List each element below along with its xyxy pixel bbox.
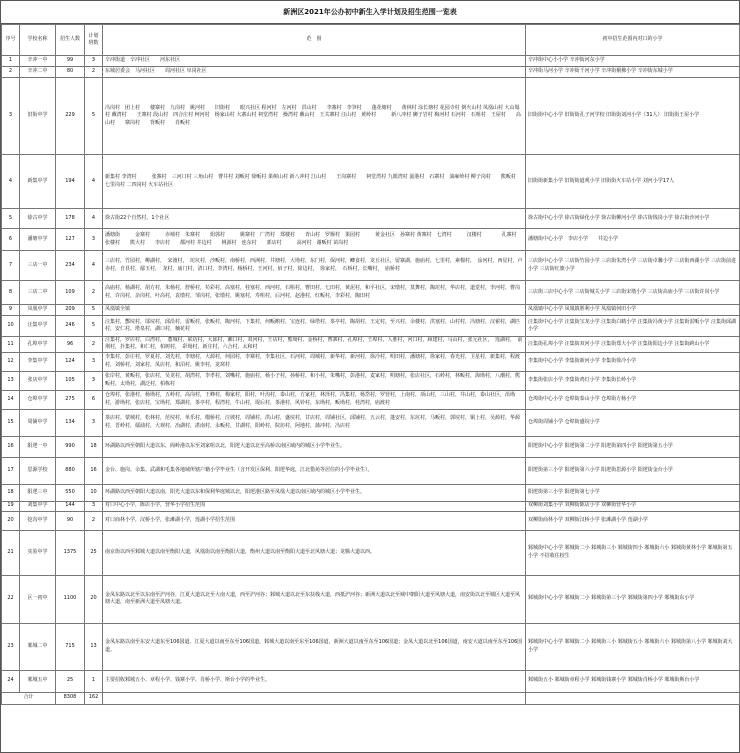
class-count: 3 [85, 501, 103, 511]
enroll-count: 194 [56, 155, 85, 209]
school-name: 思源学校 [20, 457, 56, 484]
row-number: 11 [2, 337, 20, 353]
enrollment-table [1, 24, 740, 705]
school-name: 李集中学 [20, 352, 56, 371]
enroll-scope: 仓埠村，张港村，杨坳村，五岭村，高岗村，王峰村，梅家村，阳村，叶沟村，泰山村，方家村，林泽村，冯集村，杨岱村，罗营村，上南村，项山村，三山村，井山村，泰山社区，沿坳村，游坳村，张店村，宝坳村，郑湖村，茶亭村，程湾村，牛山村，堤后村，茶港村，风铃村，东坳村，畈坳村，桂湾村，庙渡村 [103, 390, 526, 409]
school-name: 三店一中 [20, 251, 56, 281]
enroll-count: 234 [56, 251, 85, 281]
enroll-count: 124 [56, 352, 85, 371]
class-count: 10 [85, 484, 103, 501]
school-name: 区一初中 [20, 575, 56, 623]
feeder-schools: 阳逻街第三小学 阳逻街第七小学 [526, 484, 740, 501]
header-count: 招生人数 [56, 25, 85, 56]
enroll-count: 80 [56, 67, 85, 78]
enroll-scope: 金台、施岗、余集、武湖和毛集各地域所辖户籍小学毕业生（含开发区保利、阳逻华庭，江北猎苑等居住的小学毕业生）。 [103, 457, 526, 484]
table-row [2, 337, 740, 353]
school-name: 旧街中学 [20, 78, 56, 155]
enroll-scope: 新集村 李湾村 张寨村 三河口村 三角山村 曹井村 刘畈村 徐畈村 果树山村 新八冲村 江山村 王岗寨村 祠堂湾村 九眼湾村 滋港村 石寨村 油麻岭村 柳子岗村 熊畈村 七里岗村 二四岗村 火车站社区 [103, 155, 526, 209]
class-count: 2 [85, 337, 103, 353]
total-count: 8308 [56, 692, 85, 704]
class-count: 4 [85, 251, 103, 281]
class-count: 20 [85, 575, 103, 623]
feeder-schools: 邾城街五小 邾城街章程小学 邾城街钱寨小学 邾城街肖桥小学 邾城街斯台小学 [526, 670, 740, 692]
total-empty-scope [103, 692, 526, 704]
school-name: 凤凰中学 [20, 305, 56, 316]
class-count: 25 [85, 530, 103, 575]
school-name: 三店二中 [20, 281, 56, 305]
school-name: 刘集中学 [20, 501, 56, 511]
row-number: 3 [2, 78, 20, 155]
row-number: 19 [2, 501, 20, 511]
row-number: 14 [2, 390, 20, 409]
table-row [2, 229, 740, 251]
table-row [2, 209, 740, 229]
row-number: 17 [2, 457, 20, 484]
row-number: 1 [2, 56, 20, 67]
enroll-scope: 汪集村，酆垸村，邬垸村，邱沿村，雷畈村，张畈村，陶河村，下集村，何畈鹅村，宝连村，绿塔村，茶亭村，陶胡村，王定村，至兴村，余楼村，洪塞村，山村村，冯塘村，汉翟村，湖匹村，安仁村，塔泉村，湖口村，楠花村 [103, 316, 526, 337]
table-row [2, 352, 740, 371]
table-row [2, 305, 740, 316]
school-name: 新集中学 [20, 155, 56, 209]
table-row [2, 530, 740, 575]
row-number: 6 [2, 229, 20, 251]
school-name: 汪集中学 [20, 316, 56, 337]
feeder-schools: 三店街中心小学 三店街竹园小学 三店街朱湾小学 三店街卓馨小学 三店街西湖小学 三店街前进小学 三店街红旗小学 [526, 251, 740, 281]
enroll-scope: 三店村，竹园村，柳湖村， 宋渡村， 坨坑村，沙畈村，南桥村，西洲村，井塘村，大坳村，东门村，保河村，鲫食村，龙丘社区，留寨湖，施庙村，七里村，素棉村， 涂河村，西星村，卢赤村，自艮村，鄢玉村， 龙村，庙门村，清口村，李湾村，杨桥村，王河村，佰子村，徐边村， 徐家村， 石桥村，长嘴村， 庙桥村 [103, 251, 526, 281]
row-number: 7 [2, 251, 20, 281]
enroll-count: 715 [56, 623, 85, 670]
class-count: 3 [85, 352, 103, 371]
school-name: 邾城五中 [20, 670, 56, 692]
table-row [2, 501, 740, 511]
table-row [2, 511, 740, 530]
feeder-schools: 双柳街刘集小学 双柳街陈店小学 双柳街营华小学 [526, 501, 740, 511]
row-number: 20 [2, 511, 20, 530]
row-number: 18 [2, 484, 20, 501]
feeder-schools: 旧街街中心小学 旧街街孔子河学校 旧街街刘河小学（31人） 旧街街王屋小学 [526, 78, 740, 155]
class-count: 3 [85, 371, 103, 390]
header-scope: 范 围 [103, 25, 526, 56]
feeder-schools: 邾城街中心小学 邾城街二小 邾城街三小 邾城街五小 邾城街六小 邾城街第八小学 邾城街刘大小学 [526, 623, 740, 670]
enroll-count: 990 [56, 436, 85, 457]
row-number: 4 [2, 155, 20, 209]
class-count: 1 [85, 670, 103, 692]
feeder-schools: 辛冲街中心小小学 辛冲街河东小学 [526, 56, 740, 67]
enroll-count: 90 [56, 511, 85, 530]
enroll-scope: 徐古街22个自然村，1个社区 [103, 209, 526, 229]
enroll-scope: 潘塘街 金寨村 赤城村 朱寨村 姐郭村 姚寨村 广湾村 郑楼村 青山村 罗堰村 果园村 黄金社区 孙寨村 黄寨村 七湾村 汉楼村 孔寨村 张楼村 熊大村 李店村 都河村 井边村 桃源村 连东村 郭店村 高河村 谢畈村 苗岗村 [103, 229, 526, 251]
feeder-schools: 三店街三店中心小学 三店街城关小学 三店街宋墩小学 三店街高庙小学 三店街许岗小学 [526, 281, 740, 305]
feeder-schools: 辛冲街马河小学 辛冲街千河小学 辛冲街桐佛小学 辛冲街东城小学 [526, 67, 740, 78]
enroll-count: 246 [56, 316, 85, 337]
enroll-count: 127 [56, 229, 85, 251]
row-number: 13 [2, 371, 20, 390]
table-row [2, 575, 740, 623]
enroll-scope: 对口商林小学，汉桥小学，张滩湖小学，莲湖小学招生范围 [103, 511, 526, 530]
enroll-scope: 凤凰镇全镇 [103, 305, 526, 316]
class-count: 2 [85, 281, 103, 305]
enroll-count: 109 [56, 281, 85, 305]
table-body [2, 56, 740, 705]
enroll-count: 209 [56, 305, 85, 316]
class-count: 4 [85, 155, 103, 209]
feeder-schools: 徐古街中心小学 徐古街绿化小学 徐古街柳河小学 徐古街钱岗小学 徐古街沙河小学 [526, 209, 740, 229]
feeder-schools: 旧街街新集小学 旧街街道观小学 旧街街火车站小学 刘河小学17人 [526, 155, 740, 209]
class-count: 3 [85, 229, 103, 251]
row-number: 12 [2, 352, 20, 371]
class-count: 6 [85, 390, 103, 409]
row-number: 24 [2, 670, 20, 692]
total-classes: 162 [85, 692, 103, 704]
enroll-scope: 冯岗村 团上村 楼寨村 九岗村 姚河村 旧街村 眼兴社区 程河村 左河村 洪山村 李寨村 李笋村 蓬花塘村 黄林村 涂长塘村 花园寺村 倒火山村 凤凰山村 大山塌村 戴湾村 王寨村 段山村 四合庄村 柯河村 杨家山村 大寨山村 祠堂湾村 操湾村 戴山村 王关寨村 汪山村 黄岭村 新八冲村 狮子岩村 梅河村 石河村 石咀村 王屋村 高山村 寨岗村 背畈村 肖畈村 [103, 78, 526, 155]
enroll-count: 1375 [56, 530, 85, 575]
enroll-count: 275 [56, 390, 85, 409]
school-name: 辛冲二中 [20, 67, 56, 78]
row-number: 2 [2, 67, 20, 78]
feeder-schools: 邾城街中心小学 邾城街二小 邾城街三小 邾城街四小 邾城街六小 邾城街黄林小学 邾城街第五小学 不招收住校生 [526, 530, 740, 575]
school-name: 潘塘中学 [20, 229, 56, 251]
enroll-scope: 主要招收邾城五小、章程小学、钱寨小学、肖桥小学、斯台小学的毕业生。 [103, 670, 526, 692]
class-count: 18 [85, 436, 103, 457]
enroll-count: 880 [56, 457, 85, 484]
enroll-scope: 李集村，彭庄村，罗夏村，刘先村，李塘村，大源村，何园村，李寨村，李集社区，石河村，周城村，新华村，新河村，徐冷村，明田村，潘塘村，徐家村，春光村，卫星村，新集村，程渡村，刘桥村，刘家村，凤店村，和泊村，姚李村，龙窝村 [103, 352, 526, 371]
table-row [2, 56, 740, 67]
enroll-count: 99 [56, 56, 85, 67]
table-row [2, 436, 740, 457]
enroll-scope: 金凤东路以北至以东南至沪河谷，江夏大道以北至大南大道，西至沪河谷；邾城大道以北至东扶栈大道，西抵沪河谷；新洲大道以北至城中朝阳大道至风塘大道，南安街以北至城区大道至风塘大道，南至新洲大道至凤塘大道。 [103, 575, 526, 623]
row-number: 23 [2, 623, 20, 670]
enroll-count: 134 [56, 409, 85, 436]
total-label: 合计 [2, 692, 56, 704]
feeder-schools: 潘塘街中心小学 李店小学 井边小学 [526, 229, 740, 251]
class-count: 16 [85, 457, 103, 484]
class-count: 3 [85, 56, 103, 67]
feeder-schools: 邾城街中心小学 邾城街二小 邾城街第三小学 邾城街第四小学 邾城街东小学 [526, 575, 740, 623]
table-row [2, 316, 740, 337]
enroll-count: 550 [56, 484, 85, 501]
class-count: 4 [85, 209, 103, 229]
feeder-schools: 仓埠街中心小学 仓埠街泰山小学 仓埠街方杨小学 [526, 390, 740, 409]
enroll-scope: 汪集村，罗店村，白湾村， 董城村，联坊村，大邱村，湘口村，双河村，王店村，熊坳村，金桥村，曹寨村，孔埠村，王埠村，人胜村，河口村，顾建村，马山村，张元社区， 莲湖村， 前荆村，扑集村，和仁村，柏树村， 彩坳村，新庄村，六合村，太和村 [103, 337, 526, 353]
table-row [2, 484, 740, 501]
row-number: 8 [2, 281, 20, 305]
header-primary: 初中招生范围内对口的小学 [526, 25, 740, 56]
header-classes: 计划班数 [85, 25, 103, 56]
table-row [2, 623, 740, 670]
row-number: 15 [2, 409, 20, 436]
document-title: 新洲区2021年公办初中新生入学计划及招生范围一览表 [1, 1, 739, 24]
row-number: 9 [2, 305, 20, 316]
feeder-schools: 李集街中心小学 李集街新河小学 李集街徐冷小学 [526, 352, 740, 371]
table-row [2, 251, 740, 281]
header-school: 学校名称 [20, 25, 56, 56]
enroll-count: 96 [56, 337, 85, 353]
enroll-count: 105 [56, 371, 85, 390]
class-count: 5 [85, 78, 103, 155]
table-row [2, 78, 740, 155]
header-no: 序号 [2, 25, 20, 56]
enroll-scope: 南京街以西至邾城大道以南至衡阳大道，风凰街以南至衡阳大道，衡州大道以南至衡阳大道至北风塘大道；龙腾大道以西。 [103, 530, 526, 575]
enroll-scope: 对口中心小学，陈店小学，营华小学招生范围 [103, 501, 526, 511]
row-number: 22 [2, 575, 20, 623]
school-name: 阳逻一中 [20, 436, 56, 457]
enroll-scope: 张岸村，黄畈村，张店村，吴龙村，胡湾村，李孝村，刘嘴村，施庙村，杨小子村，孙桥村，和小村，朱嘴村，彭港村，麦家村，明塘村，张店社区，石岭村，林畈村，海坳村，八潮村，熊畈村，太坳村，湖泛村，柏栋村 [103, 371, 526, 390]
school-name: 徐古中学 [20, 209, 56, 229]
class-count: 5 [85, 316, 103, 337]
enroll-scope: 辛冲街道 辛冲社区 河东社区 [103, 56, 526, 67]
school-name: 孔埠中学 [20, 337, 56, 353]
row-number: 16 [2, 436, 20, 457]
school-name: 仓埠中学 [20, 390, 56, 409]
total-row [2, 692, 740, 704]
enroll-count: 25 [56, 670, 85, 692]
row-number: 5 [2, 209, 20, 229]
total-empty-primary [526, 692, 740, 704]
table-row [2, 409, 740, 436]
class-count: 2 [85, 67, 103, 78]
table-row [2, 155, 740, 209]
class-count: 3 [85, 409, 103, 436]
enroll-count: 178 [56, 209, 85, 229]
school-name: 辛冲一中 [20, 56, 56, 67]
class-count: 13 [85, 623, 103, 670]
feeder-schools: 凤凰镇中心小学 凤凰镇胜利小学 凤凰镇何田小学 [526, 305, 740, 316]
table-row [2, 670, 740, 692]
table-row [2, 281, 740, 305]
enroll-count: 144 [56, 501, 85, 511]
table-row [2, 457, 740, 484]
enroll-scope: 高庙村，杨湖村，胡方村，朱杨村，舒桥村，苟彩村，高塞村，桂塞村，西河村，石咀村，曹田村，七田村，黄泥村，和平社区，宋墩村，莫舞村，陶坨村，华店村，道觉村，李河村，曹岗村，许岗村，杂岗村，叶高村，袁墩村，邹岗村，张墩村，姚塞村，寿咀村，后河村，赵港村，红畈村，李彩村，陶田村 [103, 281, 526, 305]
feeder-schools: 阳逻街第三小学 阳逻街第六小学 阳逻街思源小学 阳逻街金台小学 [526, 457, 740, 484]
feeder-schools: 仓埠街周铺小学 仓埠街盛垸小学 [526, 409, 740, 436]
school-name: 张店中学 [20, 371, 56, 390]
school-name: 实验中学 [20, 530, 56, 575]
enroll-scope: 茶店村，蒙城村，松林村，范垸村，单乐村，榴桥村，汪坡村，周铺村，洪山村，盛垸村，甘店村，周铺社区，邱铺村，五云村，蓬安村，东坑村，马畈村，郭垸村，铜上村，吴源村，华源村，晋岭村，鄢浦村，大观村，冶湖村，湛南村，永畈村，甘湖村，阳岭村，院坊村，阿地村，蒲冲村，冯店村 [103, 409, 526, 436]
enroll-scope: 东城居委会 马河社区 周河社区 阜岗社区 [103, 67, 526, 78]
table-row [2, 371, 740, 390]
class-count: 2 [85, 511, 103, 530]
class-count: 5 [85, 305, 103, 316]
enroll-count: 229 [56, 78, 85, 155]
table-row [2, 67, 740, 78]
feeder-schools: 李集街张店小学 李集街鸡灯小学 李集街长岭小学 [526, 371, 740, 390]
enroll-count: 1100 [56, 575, 85, 623]
feeder-schools: 汪集街中心小学 汪集街宝龙小学 汪集街白鹤小学 汪集街冯黄小学 汪集街雷畈小学 汪集街邱湖小学 [526, 316, 740, 337]
enroll-scope: 金凤东路以南至东安大道东至106国道，江夏大道以南至东至106国道，邾城大道以南至东至106国道，新洲大道以南至东至106国道；金凤大道以北至106国道，南安大道以南至东至106国道。 [103, 623, 526, 670]
enroll-scope: 环湖路以西至朝阳大道以东，阁岭港以东至刘家咀以北，阳逻大道以北至高桥以南区域内的城区小学毕业生。 [103, 436, 526, 457]
feeder-schools: 阳逻街中心小学 阳逻街第二小学 阳逻街第四小学 阳逻街第五小学 [526, 436, 740, 457]
table-header-row [2, 25, 740, 56]
table-row [2, 390, 740, 409]
school-name: 周铺中学 [20, 409, 56, 436]
enroll-scope: 环湖路以西至朝阳大道以南，阳光大道以东和保利华庭城以北，阳逻港区路至凤凰大道以南区域内的城区小学毕业生。 [103, 484, 526, 501]
feeder-schools: 双柳街商林小学 双柳街汉桥小学 张滩湖小学 莲湖小学 [526, 511, 740, 530]
school-name: 阳逻三中 [20, 484, 56, 501]
row-number: 21 [2, 530, 20, 575]
feeder-schools: 汪集街孔埠小学 汪集街双河小学 汪集街郑大小学 汪集街阳边小学 汪集街跨山小学 [526, 337, 740, 353]
school-name: 挖沟中学 [20, 511, 56, 530]
row-number: 10 [2, 316, 20, 337]
school-name: 邾城二中 [20, 623, 56, 670]
